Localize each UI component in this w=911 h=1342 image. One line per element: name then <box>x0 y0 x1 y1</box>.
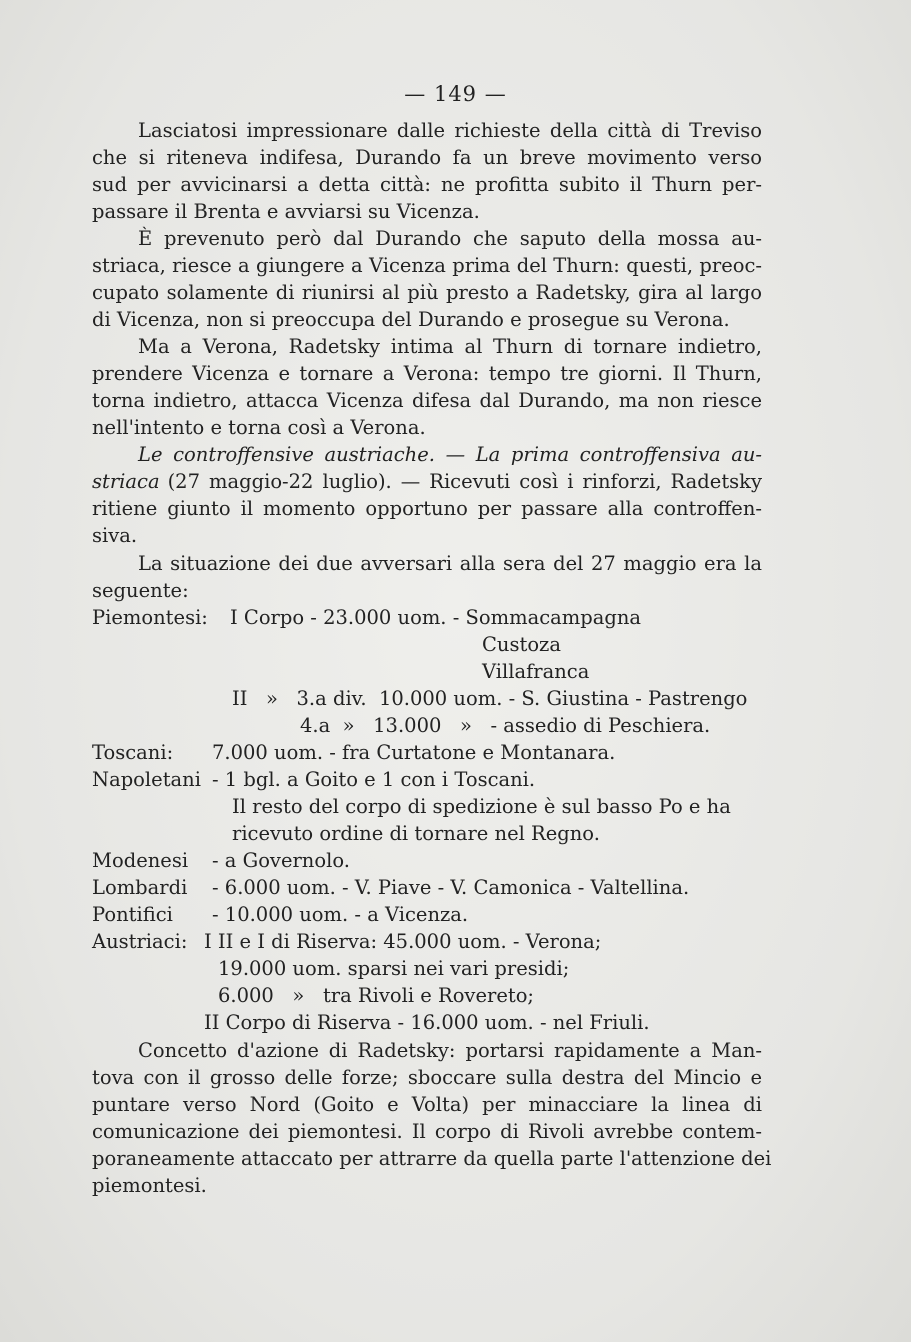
force-label: Pontifici <box>92 903 173 926</box>
text-line: di Vicenza, non si preoccupa del Durando e prosegue su Verona. <box>92 308 730 331</box>
text-line: tova con il grosso delle forze; sboccare sulla destra del Mincio e <box>92 1066 762 1089</box>
text-line: Lasciatosi impressionare dalle richieste della città di Treviso <box>138 119 762 142</box>
force-label: Napoletani <box>92 768 201 791</box>
section-heading-cont: striaca <box>92 470 160 493</box>
force-entry: II » 3.a div. 10.000 uom. - S. Giustina - Pastrengo <box>232 687 748 710</box>
force-entry: - a Governolo. <box>212 849 350 872</box>
force-entry: 6.000 » tra Rivoli e Rovereto; <box>218 984 534 1007</box>
text-line: che si riteneva indifesa, Durando fa un breve movimento verso <box>92 146 762 169</box>
text-line: La situazione dei due avversari alla sera del 27 maggio era la <box>138 552 762 575</box>
force-label: Toscani: <box>92 741 174 764</box>
text-line: nell'intento e torna così a Verona. <box>92 416 426 439</box>
force-label: Modenesi <box>92 849 189 872</box>
force-entry: 4.a » 13.000 » - assedio di Peschiera. <box>300 714 711 737</box>
section-heading: Le controffensive austriache. — La prima controffensiva au- <box>138 443 762 466</box>
text-line: puntare verso Nord (Goito e Volta) per minacciare la linea di <box>92 1093 762 1116</box>
heading-line <box>92 469 762 495</box>
force-entry: Villafranca <box>482 660 590 683</box>
force-entry: 19.000 uom. sparsi nei vari presidi; <box>218 957 570 980</box>
text-line: (27 maggio-22 luglio). — Ricevuti così i rinforzi, Radetsky <box>167 470 762 493</box>
text-line: torna indietro, attacca Vicenza difesa dal Durando, ma non riesce <box>92 389 762 412</box>
text-line: poraneamente attaccato per attrarre da quella parte l'attenzione dei <box>92 1147 772 1170</box>
force-entry: I II e I di Riserva: 45.000 uom. - Verona; <box>204 930 602 953</box>
text-line: sud per avvicinarsi a detta città: ne profitta subito il Thurn per- <box>92 173 762 196</box>
text-line: passare il Brenta e avviarsi su Vicenza. <box>92 200 480 223</box>
text-line: seguente: <box>92 579 189 602</box>
force-label: Austriaci: <box>92 930 188 953</box>
force-label: Piemontesi: <box>92 606 208 629</box>
page-number: — 149 — <box>404 82 507 106</box>
text-line: Concetto d'azione di Radetsky: portarsi rapidamente a Man- <box>138 1039 762 1062</box>
text-line: prendere Vicenza e tornare a Verona: tempo tre giorni. Il Thurn, <box>92 362 762 385</box>
force-label: Lombardi <box>92 876 188 899</box>
text-line: Ma a Verona, Radetsky intima al Thurn di tornare indietro, <box>138 335 762 358</box>
force-entry: Il resto del corpo di spedizione è sul basso Po e ha <box>232 795 731 818</box>
force-entry: Custoza <box>482 633 561 656</box>
force-entry: I Corpo - 23.000 uom. - Sommacampagna <box>230 606 642 629</box>
force-entry: - 10.000 uom. - a Vicenza. <box>212 903 469 926</box>
force-entry: - 6.000 uom. - V. Piave - V. Camonica - Valtellina. <box>212 876 690 899</box>
force-entry: - 1 bgl. a Goito e 1 con i Toscani. <box>212 768 536 791</box>
text-line: È prevenuto però dal Durando che saputo della mossa au- <box>138 227 762 250</box>
force-entry: ricevuto ordine di tornare nel Regno. <box>232 822 600 845</box>
text-line: cupato solamente di riunirsi al più presto a Radetsky, gira al largo <box>92 281 762 304</box>
force-entry: 7.000 uom. - fra Curtatone e Montanara. <box>212 741 616 764</box>
force-entry: II Corpo di Riserva - 16.000 uom. - nel Friuli. <box>204 1011 650 1034</box>
text-line: comunicazione dei piemontesi. Il corpo di Rivoli avrebbe contem- <box>92 1120 762 1143</box>
text-line: ritiene giunto il momento opportuno per passare alla controffen- <box>92 497 762 520</box>
text-line: piemontesi. <box>92 1174 207 1197</box>
text-line: siva. <box>92 524 138 547</box>
text-line: striaca, riesce a giungere a Vicenza prima del Thurn: questi, preoc- <box>92 254 762 277</box>
